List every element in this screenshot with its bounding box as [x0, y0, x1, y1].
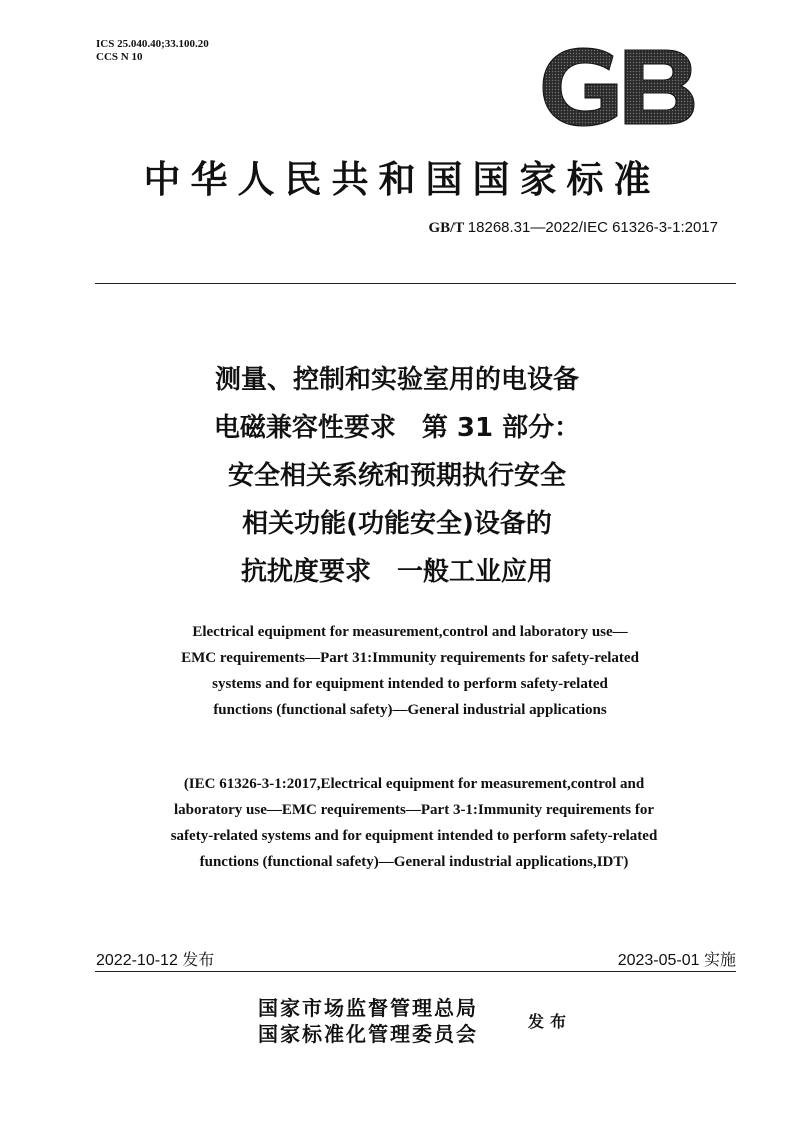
chinese-title-line: 抗扰度要求 一般工业应用 [240, 557, 553, 587]
standard-number [428, 219, 718, 237]
iec-reference [96, 771, 732, 875]
iec-reference-line: laboratory use—EMC requirements—Part 3-1:Immunity requirements for [173, 802, 655, 818]
implementation-date: 2023-05-01 实施 [617, 952, 736, 969]
publish-label: 发布 [528, 1012, 573, 1031]
iec-reference-line: functions (functional safety)—General industrial applications,IDT) [199, 854, 629, 870]
standard-prefix: GB/T [428, 220, 465, 236]
iec-reference-line: (IEC 61326-3-1:2017,Electrical equipment for measurement,control and [183, 776, 645, 792]
english-title-line: functions (functional safety)—General industrial applications [213, 702, 607, 718]
chinese-title [0, 356, 794, 596]
publisher-name: 国家标准化管理委员会 [258, 1022, 478, 1046]
english-title-line: Electrical equipment for measurement,control and laboratory use— [192, 624, 628, 640]
publisher-name: 国家市场监督管理总局 [258, 996, 478, 1020]
gb-logo [539, 46, 697, 128]
iec-reference-line: safety-related systems and for equipment intended to perform safety-related [170, 828, 658, 844]
standard-code: 18268.31—2022/IEC 61326-3-1:2017 [467, 219, 718, 236]
footer-divider [95, 971, 736, 972]
english-title [100, 619, 720, 723]
chinese-title-line: 相关功能(功能安全)设备的 [242, 509, 552, 539]
chinese-title-line: 测量、控制和实验室用的电设备 [214, 365, 579, 395]
ics-code: ICS 25.040.40;33.100.20 [96, 38, 209, 50]
english-title-line: systems and for equipment intended to perform safety-related [212, 676, 608, 692]
publishers [258, 995, 478, 1047]
chinese-title-line: 安全相关系统和预期执行安全 [227, 461, 566, 491]
national-standard-title: 中华人民共和国国家标准 [143, 157, 661, 201]
issue-date: 2022-10-12 发布 [96, 952, 215, 969]
chinese-title-line: 电磁兼容性要求 第 31 部分： [213, 413, 581, 443]
header-divider [95, 283, 736, 284]
ccs-code: CCS N 10 [96, 51, 143, 63]
english-title-line: EMC requirements—Part 31:Immunity requirements for safety-related [181, 650, 639, 666]
